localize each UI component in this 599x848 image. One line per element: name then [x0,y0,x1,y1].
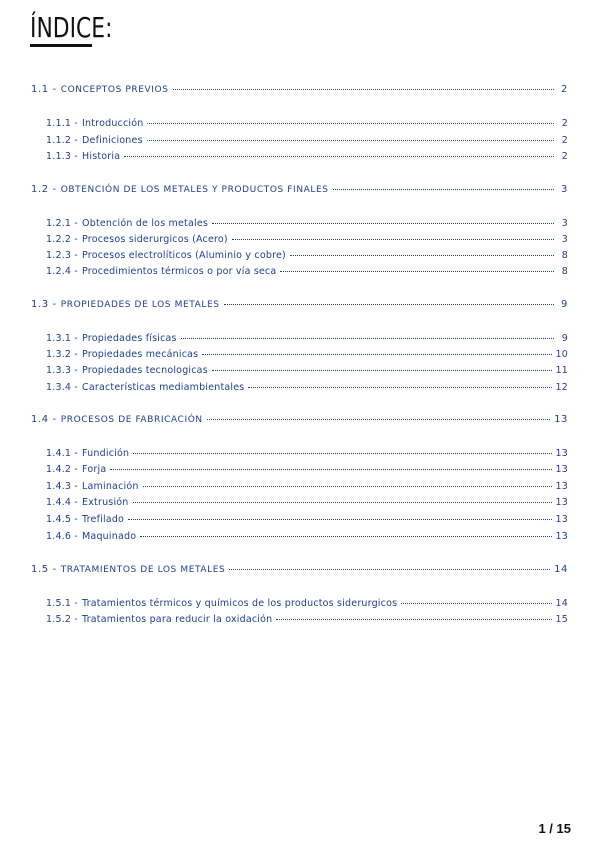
toc-leader-dots [207,419,550,420]
title-underline [30,44,92,47]
toc-leader-dots [147,140,554,141]
toc-section[interactable] [31,299,568,310]
toc-subsection-label: Obtención de los metales [82,218,209,229]
toc-subsection-number: 1.3.1 - [46,333,79,344]
toc-section-label: PROPIEDADES DE LOS METALES [60,300,220,310]
toc-section-number: 1.5 - [31,564,57,575]
toc-subsection-label: Procesos electrolíticos (Aluminio y cobre) [82,250,286,261]
toc-page-number: 13 [555,448,568,459]
toc-page-number: 13 [555,481,568,492]
toc-leader-dots [124,156,554,157]
toc-subsection-label: Propiedades mecánicas [82,349,199,360]
toc-subsection-label: Procesos siderurgicos (Acero) [82,234,228,245]
toc-subsection[interactable] [46,234,568,245]
toc-subsection-number: 1.2.3 - [46,250,79,261]
toc-subsection[interactable] [46,135,568,146]
toc-section-number: 1.3 - [31,299,57,310]
toc-page-number: 9 [561,333,568,344]
toc-page-number: 2 [561,151,568,162]
toc-leader-dots [232,239,554,240]
toc-leader-dots [133,502,552,503]
toc-leader-dots [333,189,554,190]
toc-page-number: 8 [561,250,568,261]
toc-subsection-number: 1.3.4 - [46,382,79,393]
toc-page-number: 10 [555,349,568,360]
toc-page-number: 13 [555,514,568,525]
toc-subsection-number: 1.5.1 - [46,598,79,609]
toc-leader-dots [276,619,551,620]
toc-leader-dots [248,387,551,388]
toc-page-number: 2 [561,118,568,129]
toc-leader-dots [202,354,551,355]
toc-page-number: 3 [561,218,568,229]
toc-subsection[interactable] [46,464,568,475]
toc-subsection-label: Maquinado [82,531,137,542]
toc-subsection[interactable] [46,266,568,277]
toc-subsection-label: Fundición [82,448,130,459]
toc-subsection-label: Propiedades tecnologicas [82,365,208,376]
toc-subsection-number: 1.3.3 - [46,365,79,376]
toc-subsection[interactable] [46,448,568,459]
toc-page-number: 14 [554,564,568,575]
toc-section[interactable] [31,84,568,95]
page-title: ÍNDICE: [30,11,113,44]
toc-leader-dots [143,486,552,487]
toc-subsection-number: 1.4.5 - [46,514,79,525]
toc-subsection-number: 1.2.4 - [46,266,79,277]
toc-leader-dots [290,255,554,256]
toc-leader-dots [229,569,550,570]
toc-subsection[interactable] [46,514,568,525]
toc-leader-dots [110,469,551,470]
toc-subsection-label: Tratamientos para reducir la oxidación [82,614,273,625]
toc-subsection[interactable] [46,382,568,393]
toc-page-number: 13 [555,497,568,508]
toc-page-number: 14 [555,598,568,609]
toc-subsection-number: 1.5.2 - [46,614,79,625]
toc-subsection-label: Definiciones [82,135,143,146]
toc-subsection-number: 1.4.6 - [46,531,79,542]
toc-leader-dots [173,89,554,90]
toc-subsection-number: 1.4.4 - [46,497,79,508]
toc-page-number: 15 [555,614,568,625]
toc-subsection-number: 1.1.1 - [46,118,79,129]
toc-subsection[interactable] [46,365,568,376]
toc-leader-dots [212,370,552,371]
toc-subsection-label: Trefilado [82,514,125,525]
toc-section-label: TRATAMIENTOS DE LOS METALES [60,565,226,575]
toc-page-number: 11 [555,365,568,376]
toc-leader-dots [280,271,554,272]
toc-subsection-number: 1.4.1 - [46,448,79,459]
toc-subsection[interactable] [46,333,568,344]
toc-subsection-number: 1.2.2 - [46,234,79,245]
toc-leader-dots [224,304,554,305]
toc-page-number: 9 [561,299,568,310]
toc-leader-dots [128,519,551,520]
toc-section-label: PROCESOS DE FABRICACIÓN [60,415,203,425]
toc-subsection[interactable] [46,349,568,360]
toc-subsection[interactable] [46,250,568,261]
toc-section-number: 1.4 - [31,414,57,425]
toc-subsection[interactable] [46,497,568,508]
toc-leader-dots [133,453,551,454]
toc-page-number: 2 [561,135,568,146]
toc-section-number: 1.1 - [31,84,57,95]
toc-subsection[interactable] [46,118,568,129]
toc-section-label: OBTENCIÓN DE LOS METALES Y PRODUCTOS FINALES [60,185,329,195]
toc-leader-dots [212,223,554,224]
toc-section-label: CONCEPTOS PREVIOS [60,85,169,95]
toc-subsection-number: 1.1.2 - [46,135,79,146]
toc-leader-dots [401,603,551,604]
toc-subsection-label: Historia [82,151,121,162]
toc-subsection-label: Propiedades físicas [82,333,177,344]
toc-subsection-label: Introducción [82,118,144,129]
toc-page-number: 2 [561,84,568,95]
toc-section-number: 1.2 - [31,184,57,195]
toc-page-number: 13 [554,414,568,425]
toc-section[interactable] [31,414,568,425]
toc-subsection-label: Extrusión [82,497,129,508]
toc-subsection-label: Tratamientos térmicos y químicos de los productos siderurgicos [82,598,398,609]
toc-subsection[interactable] [46,531,568,542]
toc-section[interactable] [31,184,568,195]
toc-subsection-label: Características mediambientales [82,382,245,393]
toc-page-number: 3 [561,184,568,195]
toc-subsection[interactable] [46,218,568,229]
toc-subsection-label: Laminación [82,481,139,492]
toc-subsection-number: 1.1.3 - [46,151,79,162]
toc-page-number: 3 [561,234,568,245]
toc-leader-dots [181,338,554,339]
toc-page-number: 8 [561,266,568,277]
toc-subsection-number: 1.3.2 - [46,349,79,360]
toc-subsection[interactable] [46,598,568,609]
toc-subsection[interactable] [46,481,568,492]
toc-leader-dots [147,123,554,124]
toc-subsection[interactable] [46,151,568,162]
toc-leader-dots [140,536,551,537]
toc-subsection-number: 1.2.1 - [46,218,79,229]
toc-page-number: 12 [555,382,568,393]
page-indicator: 1 / 15 [538,821,571,836]
toc-subsection[interactable] [46,614,568,625]
toc-subsection-label: Forja [82,464,107,475]
toc-section[interactable] [31,564,568,575]
toc-page-number: 13 [555,464,568,475]
toc-subsection-number: 1.4.3 - [46,481,79,492]
toc-page-number: 13 [555,531,568,542]
toc-subsection-number: 1.4.2 - [46,464,79,475]
toc-subsection-label: Procedimientos térmicos o por vía seca [82,266,277,277]
